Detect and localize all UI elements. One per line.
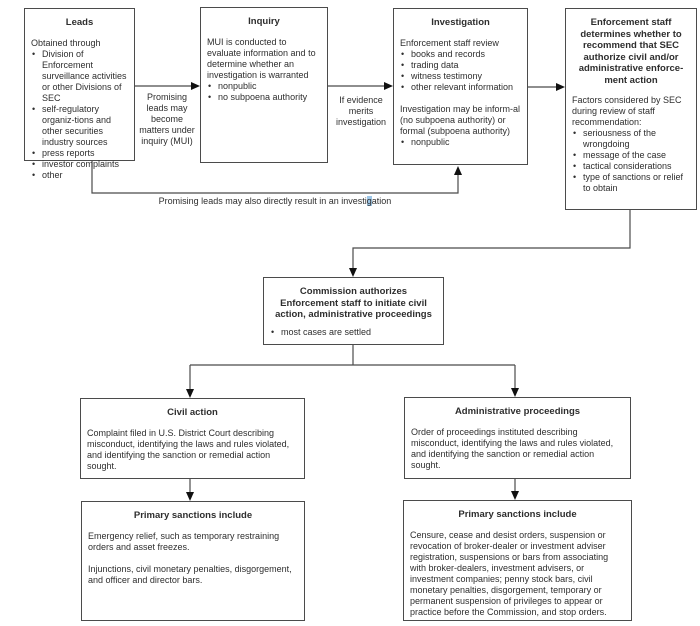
enforcement-decision-body: Factors considered by SEC during review of staff recommendation: bbox=[572, 95, 682, 127]
bullet-item: • tactical considerations bbox=[572, 161, 690, 172]
label-if-evidence-merits: If evidence merits investigation bbox=[335, 95, 387, 127]
civil-action-body: Complaint filed in U.S. District Court describing misconduct, identifying the laws and rules violated, and identifying the sanction or remedial action sought. bbox=[87, 427, 290, 471]
leads-intro: Obtained through bbox=[31, 37, 101, 48]
admin-proceedings-box bbox=[404, 397, 631, 479]
bullet-item: • no subpoena authority bbox=[207, 92, 321, 103]
investigation-body2: Investigation may be inform-al (no subpoena authority) or formal (subpoena authority) bbox=[400, 103, 521, 136]
civil-sanctions-box bbox=[81, 501, 305, 621]
civil-sanctions-body: Emergency relief, such as temporary restraining orders and asset freezes. bbox=[88, 530, 280, 552]
bullet-item: • other relevant information bbox=[400, 82, 521, 93]
bullet-item: • most cases are settled bbox=[270, 327, 437, 338]
arrow-leads-direct-to-investigation bbox=[92, 161, 462, 193]
bullet-item: • witness testimony bbox=[400, 71, 521, 82]
civil-action-title: Civil action bbox=[167, 407, 218, 418]
leads-title: Leads bbox=[65, 17, 94, 28]
bullet-item: • type of sanctions or relief to obtain bbox=[572, 172, 690, 194]
label-direct-pre: Promising leads may also directly result in an investi bbox=[158, 196, 367, 206]
leads-bullet-list bbox=[31, 49, 128, 181]
arrow-investigation-to-enforcement bbox=[528, 83, 565, 91]
arrow-commission-split bbox=[186, 345, 519, 398]
investigation-title: Investigation bbox=[431, 17, 490, 28]
label-direct-selected-text[interactable]: g bbox=[366, 196, 372, 206]
arrow-civil-to-sanctions bbox=[186, 479, 194, 501]
label-leads-to-inquiry: Promising leads may become matters under inquiry (MUI) bbox=[139, 92, 195, 146]
admin-sanctions-title: Primary sanctions include bbox=[458, 509, 577, 520]
arrow-inquiry-to-investigation bbox=[328, 82, 393, 90]
civil-sanctions-body2: Injunctions, civil monetary penalties, disgorgement, and officer and director bars. bbox=[88, 563, 292, 585]
bullet-item: • nonpublic bbox=[207, 81, 321, 92]
arrow-admin-to-sanctions bbox=[511, 479, 519, 500]
enforcement-decision-box bbox=[565, 8, 697, 210]
bullet-item: • Division of Enforcement surveillance activities or other Divisions of SEC bbox=[31, 49, 128, 104]
investigation-body: Enforcement staff review bbox=[400, 37, 499, 48]
admin-sanctions-box bbox=[403, 500, 632, 621]
commission-box bbox=[263, 277, 444, 345]
enforcement-decision-title: Enforcement staff determines whether to recommend that SEC authorize civil and/or administrative enforce-ment action bbox=[578, 17, 684, 86]
admin-sanctions-body: Censure, cease and desist orders, suspension or revocation of broker-dealer or investment adviser registration, suspensions or bars from associating with broker-dealers, investment advisers, or investment companies; penny stock bars, civil monetary penalties, disgorgement, temporary or permanent suspension of privileges to appear or practice before the Commission, and stop orders. bbox=[410, 529, 609, 617]
bullet-item: • nonpublic bbox=[400, 137, 521, 148]
label-direct-investigation bbox=[60, 196, 490, 207]
civil-sanctions-title: Primary sanctions include bbox=[133, 510, 253, 521]
arrow-leads-to-inquiry bbox=[135, 82, 200, 90]
bullet-item: • seriousness of the wrongdoing bbox=[572, 128, 690, 150]
admin-proceedings-title: Administrative proceedings bbox=[454, 406, 581, 417]
commission-bullet-list bbox=[270, 327, 437, 338]
investigation-bullet-list-2 bbox=[400, 137, 521, 148]
admin-proceedings-body: Order of proceedings instituted describing misconduct, identifying the laws and rules violated, and identifying the sanction or remedial action sought. bbox=[411, 426, 614, 470]
bullet-item: • self-regulatory organiz-tions and other securities industry sources bbox=[31, 104, 128, 148]
investigation-box bbox=[393, 8, 528, 165]
bullet-item: • books and records bbox=[400, 49, 521, 60]
bullet-item: • message of the case bbox=[572, 150, 690, 161]
label-direct-post: ation bbox=[371, 196, 392, 206]
enforcement-decision-bullet-list bbox=[572, 128, 690, 194]
inquiry-box bbox=[200, 7, 328, 163]
civil-action-box bbox=[80, 398, 305, 479]
inquiry-body: MUI is conducted to evaluate information and to determine whether an investigation is warranted bbox=[207, 36, 316, 80]
leads-box bbox=[24, 8, 135, 180]
inquiry-title: Inquiry bbox=[248, 16, 280, 27]
arrow-enforcement-to-commission bbox=[349, 210, 630, 277]
investigation-bullet-list bbox=[400, 49, 521, 93]
bullet-item: • press reports bbox=[31, 148, 128, 159]
bullet-item: • other bbox=[31, 170, 128, 181]
bullet-item: • investor complaints bbox=[31, 159, 128, 170]
inquiry-bullet-list bbox=[207, 81, 321, 103]
bullet-item: • trading data bbox=[400, 60, 521, 71]
commission-title: Commission authorizes Enforcement staff to initiate civil action, administrative proceedings bbox=[275, 286, 432, 320]
